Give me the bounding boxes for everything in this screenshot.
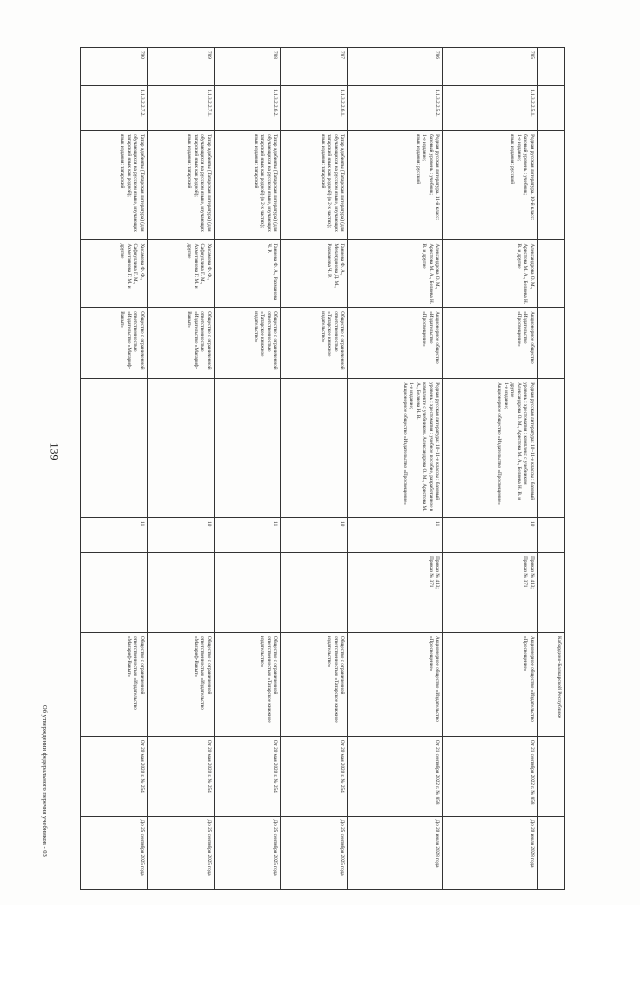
cell-org: Общество с ограниченной ответственностью «Татарское книжное издательство» [214, 632, 281, 736]
cell-publisher: Общество с ограниченной ответственностью «Татарское книжное издательство» [214, 308, 281, 379]
cell-num: 788 [214, 48, 281, 86]
cell-notes: Родная русская литература: 10–11-е классы : базовый уровень : хрестоматия : комплекс с учебником Александрова О. М., Аристова М. А., Беляева Н. В. и другие 1-е издание; Акционерное общество «Издательство «Просвещение» [443, 379, 538, 518]
cell-date: От 21 сентября 2022 г. № 858 [348, 736, 443, 816]
textbook-table [80, 47, 565, 890]
table-row [214, 48, 281, 890]
cell-org: Общество с ограниченной ответственностью «Татарское книжное издательство» [281, 632, 348, 736]
cell-date: От 20 мая 2020 г. № 254 [281, 736, 348, 816]
cell-org: Общество с ограниченной ответственностью «Издательство «Магариф-Вакыт» [147, 632, 214, 736]
table-row [443, 48, 538, 890]
cell-num: 789 [147, 48, 214, 86]
cell-code: 1.1.3.2.2.5.2. [348, 86, 443, 131]
cell-until: До 25 сентября 2025 года [214, 816, 281, 889]
header-cell [538, 816, 565, 889]
region-header: Кабардино-Балкарской Республике [538, 632, 565, 736]
cell-notes [81, 379, 148, 518]
cell-org: Акционерное общество «Издательство «Просвещение» [443, 632, 538, 736]
cell-publisher: Акционерное общество «Издательство «Просвещение» [443, 308, 538, 379]
cell-num: 787 [281, 48, 348, 86]
cell-authors: Хисамова Ф. Ф., Сафиуллина Г. М., Ахметзянова Г. М. и другие [81, 240, 148, 308]
cell-until: До 25 сентября 2025 года [147, 816, 214, 889]
table-body [81, 48, 565, 890]
cell-code: 1.1.3.2.2.7.1. [147, 86, 214, 131]
cell-title: Татар әдәбияты (Татарская литература) (для обучающихся на русском языке, изучающих татарский язык как родной) (в 2-х частях); язык издания: татарский [214, 131, 281, 240]
cell-grade: 10 [147, 518, 214, 553]
header-cell [538, 131, 565, 240]
cell-grade: 10 [443, 518, 538, 553]
cell-notes [147, 379, 214, 518]
cell-order [281, 553, 348, 633]
table-row [348, 48, 443, 890]
cell-authors: Александрова О. М., Аристова М. А., Беляева Н. В. и другие [443, 240, 538, 308]
footer-text: Об утверждении федерального перечня учебников - 03 [41, 705, 48, 857]
cell-num: 786 [348, 48, 443, 86]
cell-authors: Ганиева Ф. А., Мөхәтдинова Д. М., Рахманова Ч. Р. [281, 240, 348, 308]
page-number: 139 [47, 442, 62, 461]
cell-title: Родная русская литература. 10-й класс: базовый уровень : учебник; 1-е издание; язык издания: русский [443, 131, 538, 240]
cell-date: От 20 мая 2020 г. № 254 [214, 736, 281, 816]
cell-until: До 25 сентября 2025 года [81, 816, 148, 889]
table-row [81, 48, 148, 890]
header-cell [538, 308, 565, 379]
cell-order: Приказ № 413; Приказ № 371 [348, 553, 443, 633]
cell-code: 1.1.3.2.2.5.1. [443, 86, 538, 131]
cell-notes [281, 379, 348, 518]
cell-until: До 25 сентября 2025 года [281, 816, 348, 889]
cell-title: Татар әдәбияты (Татарская литература) (для обучающихся на русском языке, изучающих татарский язык как родной); язык издания: татарский [147, 131, 214, 240]
header-cell [538, 736, 565, 816]
footer-wrap [36, 705, 48, 1005]
cell-title: Родная русская литература. 11-й класс: базовый уровень : учебник; 1-е издание; язык издания: русский [348, 131, 443, 240]
cell-publisher: Общество с ограниченной ответственностью «Татарское книжное издательство» [281, 308, 348, 379]
cell-code: 1.1.3.2.2.6.1. [281, 86, 348, 131]
header-cell [538, 518, 565, 553]
cell-org: Общество с ограниченной ответственностью «Издательство «Магариф-Вакыт» [81, 632, 148, 736]
rotated-table-wrap [80, 47, 565, 890]
cell-until: До 20 июля 2028 года [443, 816, 538, 889]
cell-date: От 20 мая 2020 г. № 254 [147, 736, 214, 816]
cell-grade: 10 [281, 518, 348, 553]
header-cell [538, 240, 565, 308]
header-cell [538, 86, 565, 131]
header-cell [538, 379, 565, 518]
cell-code: 1.1.3.2.2.7.2. [81, 86, 148, 131]
cell-date: От 20 мая 2020 г. № 254 [81, 736, 148, 816]
cell-date: От 21 сентября 2022 г. № 858 [443, 736, 538, 816]
header-cell [538, 553, 565, 633]
cell-code: 1.1.3.2.2.6.2. [214, 86, 281, 131]
cell-title: Татар әдәбияты (Татарская литература) (для обучающихся на русском языке, изучающих татарский язык как родной); язык издания: татарский [81, 131, 148, 240]
cell-publisher: Акционерное общество «Издательство «Просвещение» [348, 308, 443, 379]
cell-title: Татар әдәбияты (Татарская литература) (для обучающихся на русском языке, изучающих татарский язык как родной) (в 2-х частях); язык издания: татарский [281, 131, 348, 240]
cell-grade: 11 [214, 518, 281, 553]
cell-until: До 20 июля 2028 года [348, 816, 443, 889]
cell-notes: Родная русская литература: 10–11-е классы : базовый уровень : хрестоматия : учебное пособие, разработанное в комплекте с учебником. Александрова О. М., Аристова М. А., Беляева Н. В. 1-е издание; Акционерное общество «Издательство «Просвещение» [348, 379, 443, 518]
cell-authors: Хисамова Ф. Ф., Сафиуллина Г. М., Ахметзянова Г. М. и другие [147, 240, 214, 308]
table-row [147, 48, 214, 890]
cell-org: Акционерное общество «Издательство «Просвещение» [348, 632, 443, 736]
cell-publisher: Общество с ограниченной ответственностью «Издательство «Магариф-Вакыт» [147, 308, 214, 379]
table-header-row [538, 48, 565, 890]
cell-grade: 11 [348, 518, 443, 553]
cell-order [214, 553, 281, 633]
cell-num: 785 [443, 48, 538, 86]
cell-authors: Ганиева Ф. А., Рахманова Ч. Р. [214, 240, 281, 308]
cell-publisher: Общество с ограниченной ответственностью «Издательство «Магариф-Вакыт» [81, 308, 148, 379]
cell-grade: 11 [81, 518, 148, 553]
table-row [281, 48, 348, 890]
cell-order: Приказ № 413; Приказ № 371 [443, 553, 538, 633]
cell-order [81, 553, 148, 633]
cell-order [147, 553, 214, 633]
cell-num: 790 [81, 48, 148, 86]
cell-authors: Александрова О. М., Аристова М. А., Беляева Н. В. и другие [348, 240, 443, 308]
cell-notes [214, 379, 281, 518]
header-cell [538, 48, 565, 86]
